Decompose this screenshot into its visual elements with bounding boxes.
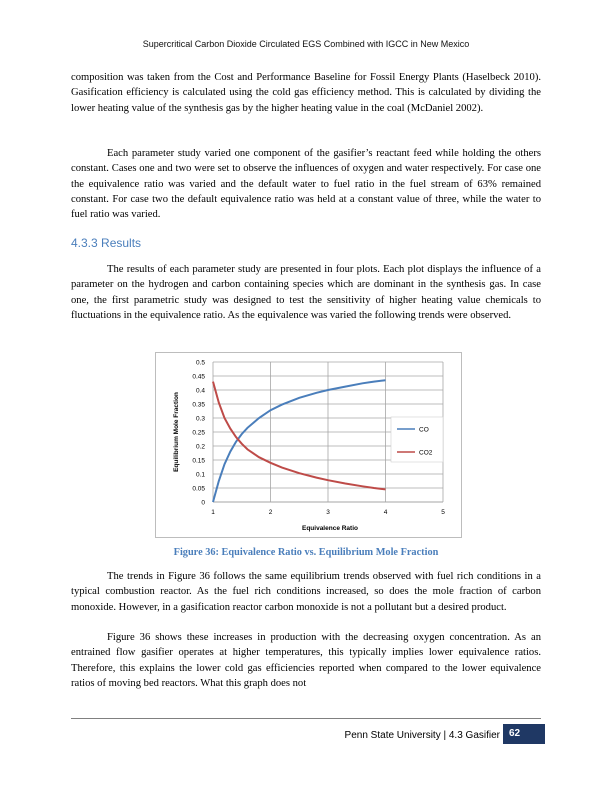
page-number-badge: 62 (503, 724, 545, 744)
y-tick-label: 0.2 (195, 443, 205, 451)
x-tick-label: 1 (211, 509, 215, 516)
legend-label-co: CO (419, 426, 429, 434)
paragraph-5: Figure 36 shows these increases in production with the decreasing oxygen concentration. As an entrained flow gasifier operates at higher temperatures, this typically implies lower equivalence ratios. Therefore, this explains the lower cold gas efficiencies reported when compared to the lower equivalence ratios of moving bed reactors. What this graph does not (71, 632, 541, 689)
x-tick-label: 4 (383, 509, 388, 516)
x-tick-label: 2 (268, 509, 273, 516)
equivalence-ratio-chart (156, 353, 461, 537)
footer-divider (71, 718, 541, 719)
running-header: Supercritical Carbon Dioxide Circulated EGS Combined with IGCC in New Mexico (142, 39, 470, 49)
y-tick-label: 0.3 (195, 415, 205, 423)
y-tick-label: 0 (201, 499, 205, 507)
x-axis-title: Equivalence Ratio (302, 525, 358, 532)
y-tick-label: 0.25 (192, 429, 205, 437)
paragraph-1: composition was taken from the Cost and Performance Baseline for Fossil Energy Plants (Haselbeck 2010). Gasification efficiency is calculated using the cold gas efficiency method. This is calculated by dividing the lower heating value of the synthesis gas by the higher heating value in the coal (McDaniel 2002). (71, 72, 541, 114)
y-tick-label: 0.45 (192, 373, 205, 381)
y-tick-label: 0.05 (192, 485, 205, 493)
section-heading: 4.3.3 Results (71, 236, 142, 250)
legend-box (391, 417, 443, 462)
figure-caption: Figure 36: Equivalence Ratio vs. Equilibrium Mole Fraction (173, 547, 439, 558)
paragraph-4: The trends in Figure 36 follows the same equilibrium trends observed with fuel rich conditions in a typical combustion reactor. As the fuel rich conditions increased, so does the mole fraction of carbon monoxide. However, in a gasification reactor carbon monoxide is not a pollutant but a desired product. (71, 571, 541, 613)
footer-text: Penn State University | 4.3 Gasifier (344, 730, 500, 741)
y-tick-label: 0.4 (195, 387, 205, 395)
y-axis-title: Equilibrium Mole Fraction (173, 392, 180, 472)
y-tick-label: 0.15 (192, 457, 205, 465)
chart-frame (155, 352, 462, 538)
y-tick-label: 0.1 (195, 471, 205, 479)
legend-label-co2: CO2 (419, 449, 433, 457)
x-tick-label: 3 (326, 509, 330, 516)
paragraph-2: Each parameter study varied one component of the gasifier’s reactant feed while holding the others constant. Cases one and two were set to observe the influences of oxygen and water respectively. For case one the equivalence ratio was varied and the default water to fuel ratio in the fuel stream of 63% remained constant. For case two the default equivalence ratio was held at a constant value of three, while the water to fuel ratio was varied. (71, 148, 541, 221)
x-tick-label: 5 (441, 509, 445, 516)
y-tick-label: 0.35 (192, 401, 205, 409)
y-tick-label: 0.5 (195, 359, 205, 367)
paragraph-3: The results of each parameter study are presented in four plots. Each plot displays the influence of a parameter on the hydrogen and carbon containing species which are dominant in the synthesis gas. In case one, the first parametric study was designed to test the sensitivity of higher heating value chemicals to fluctuations in the equivalence ratio. As the equivalence was varied the following trends were observed. (71, 264, 541, 321)
